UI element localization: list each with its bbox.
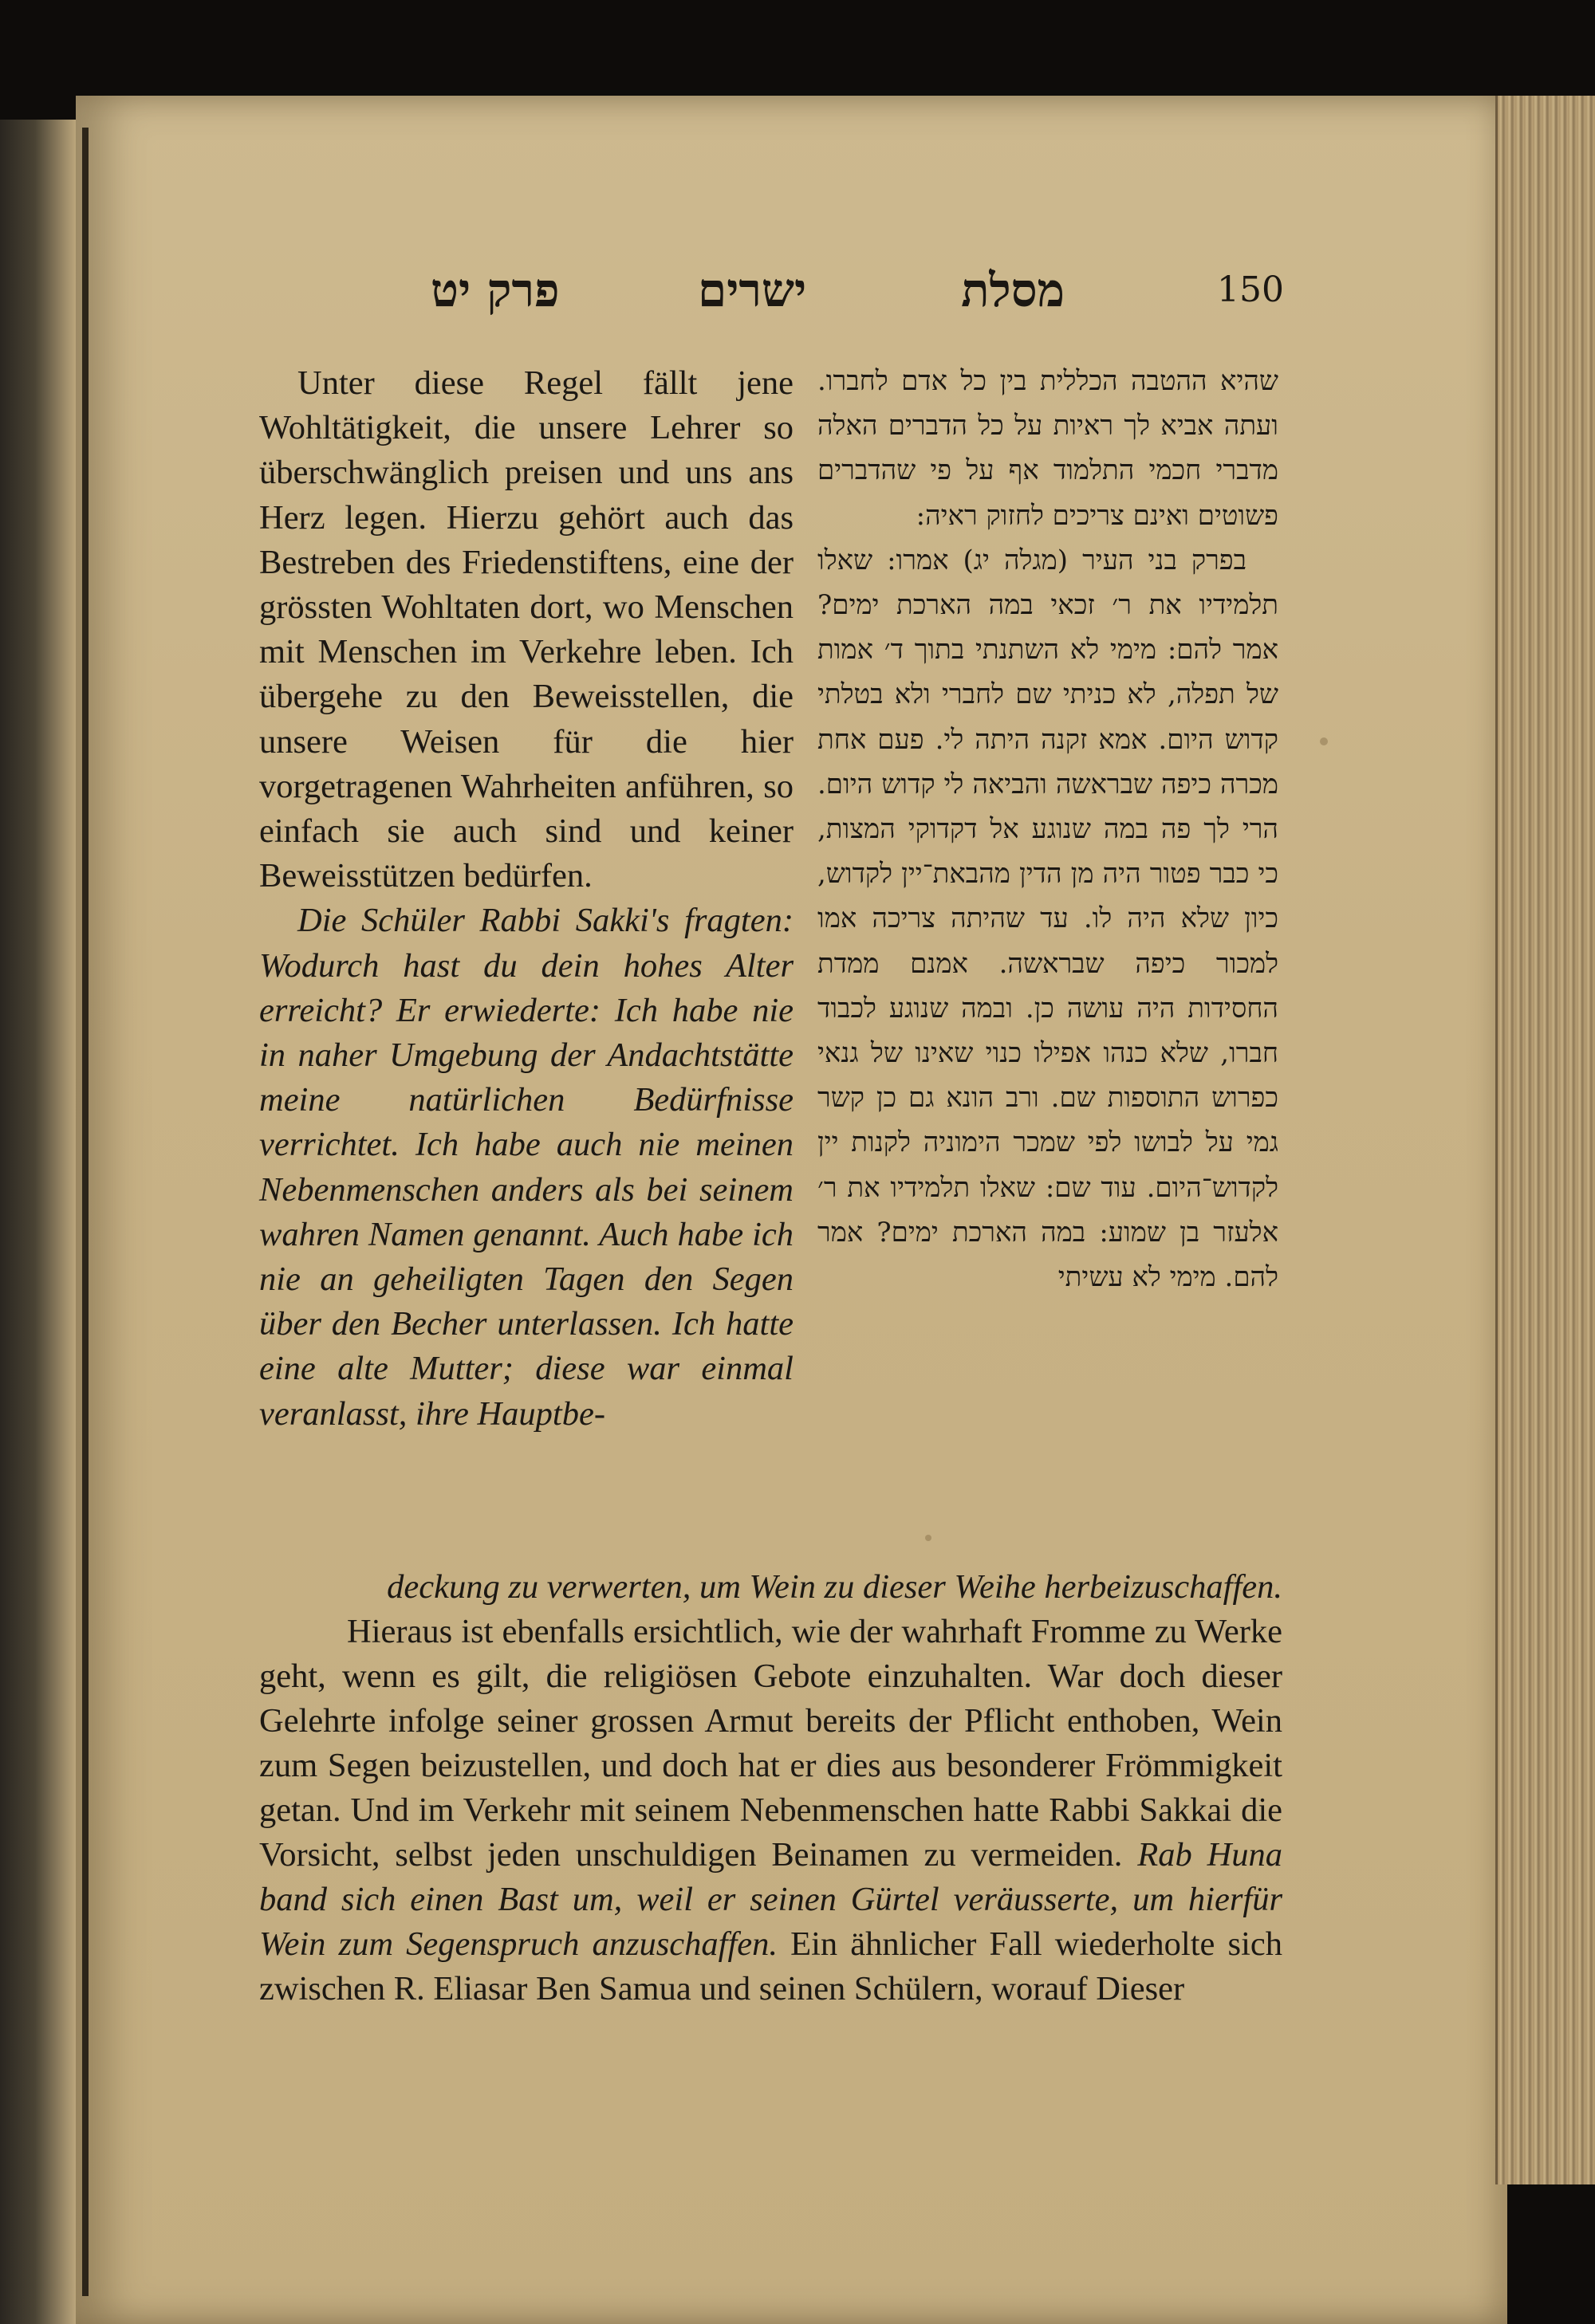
hebrew-paragraph: בפרק בני העיר (מגלה יג) אמרו: שאלו תלמידיו את ר׳ זכאי במה הארכת ימים? אמר להם: מימי לא השתנתי בתוך ד׳ אמות של תפלה, לא כניתי שם לחברי ולא בטלתי קדוש היום. אמא זקנה היתה לי. פעם אחת מכרה כיפה שבראשה והביאה לי קדוש היום. הרי לך פה במה שנוגע אל דקדוקי המצות, כי כבר פטור היה מן הדין מהבאת־יין לקדוש, כיון שלא היה לו. עד שהיתה צריכה אמו למכור כיפה שבראשה. אמנם ממדת החסידות היה עושה כן. ובמה שנוגע לכבוד חברו, שלא כנהו אפילו כנוי שאינו של גנאי כפרוש התוספות שם. ורב הונא גם כן קשר גמי על לבושו לפי שמכר הימוניה לקנות יין לקדוש־היום. עוד שם: שאלו תלמידיו את ר׳ אלעזר בן שמוע: במה הארכת ימים? אמר להם. מימי לא עשיתי xyxy=(817,544,1278,1294)
paragraph-text: Hieraus ist ebenfalls ersichtlich, wie der wahrhaft Fromme zu Werke geht, wenn es gilt, die religiösen Gebote einzuhalten. War doch dieser Gelehrte infolge seiner grossen Armut bereits der Pflicht enthoben, Wein zum Segen beizustellen, und doch hat er dies aus besonderer Frömmigkeit getan. Und im Verkehr mit seinem Nebenmenschen hatte Rabbi Sakkai die Vorsicht, selbst jeden unschuldigen Beinamen zu vermeiden. xyxy=(259,1613,1282,1874)
binding-edge xyxy=(82,128,89,2296)
book-title-part1: מסלת xyxy=(961,263,1065,317)
hebrew-paragraph: שהיא ההטבה הכללית בין כל אדם לחברו. ועתה אביא לך ראיות על כל הדברים האלה מדברי חכמי התלמוד אף על פי שהדברים פשוטים ואינם צריכים לחזוק ראיה: xyxy=(817,365,1278,532)
chapter-title: פרק יט xyxy=(431,263,560,317)
german-paragraph: Unter diese Regel fällt jene Wohltätigkeit, die unsere Lehrer so überschwänglich preisen und uns ans Herz legen. Hierzu gehört auch das Bestreben des Friedenstiftens, eine der grössten Wohltaten dort, wo Menschen mit Menschen im Verkehre leben. Ich übergehe zu den Beweisstellen, die unsere Weisen für die hier vorgetragenen Wahrheiten anführen, so einfach sie auch sind und keiner Beweisstützen bedürfen. xyxy=(259,364,794,895)
hebrew-column xyxy=(817,359,1278,1300)
quote-text: Rab Huna band sich einen Bast um, weil er seinen Gürtel veräusserte, um hierfür Wein zum Segenspruch anzuschaffen. xyxy=(259,1836,1283,1963)
page-stain xyxy=(925,1535,931,1541)
book-gutter xyxy=(0,120,88,2324)
page-edges xyxy=(1495,96,1595,2184)
book-title-part2: ישרים xyxy=(698,263,807,317)
german-column xyxy=(259,361,794,1437)
german-quote-paragraph: Die Schüler Rabbi Sakki's fragten: Wodurch hast du dein hohes Alter erreicht? Er erwiederte: Ich habe nie in naher Umgebung der Andachtstätte meine natürlichen Bedürfnisse verrichtet. Ich habe auch nie meinen Nebenmenschen anders als bei seinem wahren Namen genannt. Auch habe ich nie an geheiligten Tagen den Segen über den Becher unterlassen. Ich hatte eine alte Mutter; diese war einmal veranlasst, ihre Hauptbe- xyxy=(259,902,794,1433)
running-header xyxy=(423,263,1284,335)
german-quote-continuation: deckung zu verwerten, um Wein zu dieser Weihe herbeizuschaffen. xyxy=(387,1568,1282,1606)
full-width-text xyxy=(259,1565,1282,2011)
page-stain xyxy=(1320,737,1328,745)
german-paragraph xyxy=(259,1610,1282,2011)
paragraph-text: Ein ähnlicher Fall wiederholte sich zwischen R. Eliasar Ben Samua und seinen Schülern, worauf Dieser xyxy=(259,1925,1282,2007)
page-number: 150 xyxy=(1217,269,1284,310)
